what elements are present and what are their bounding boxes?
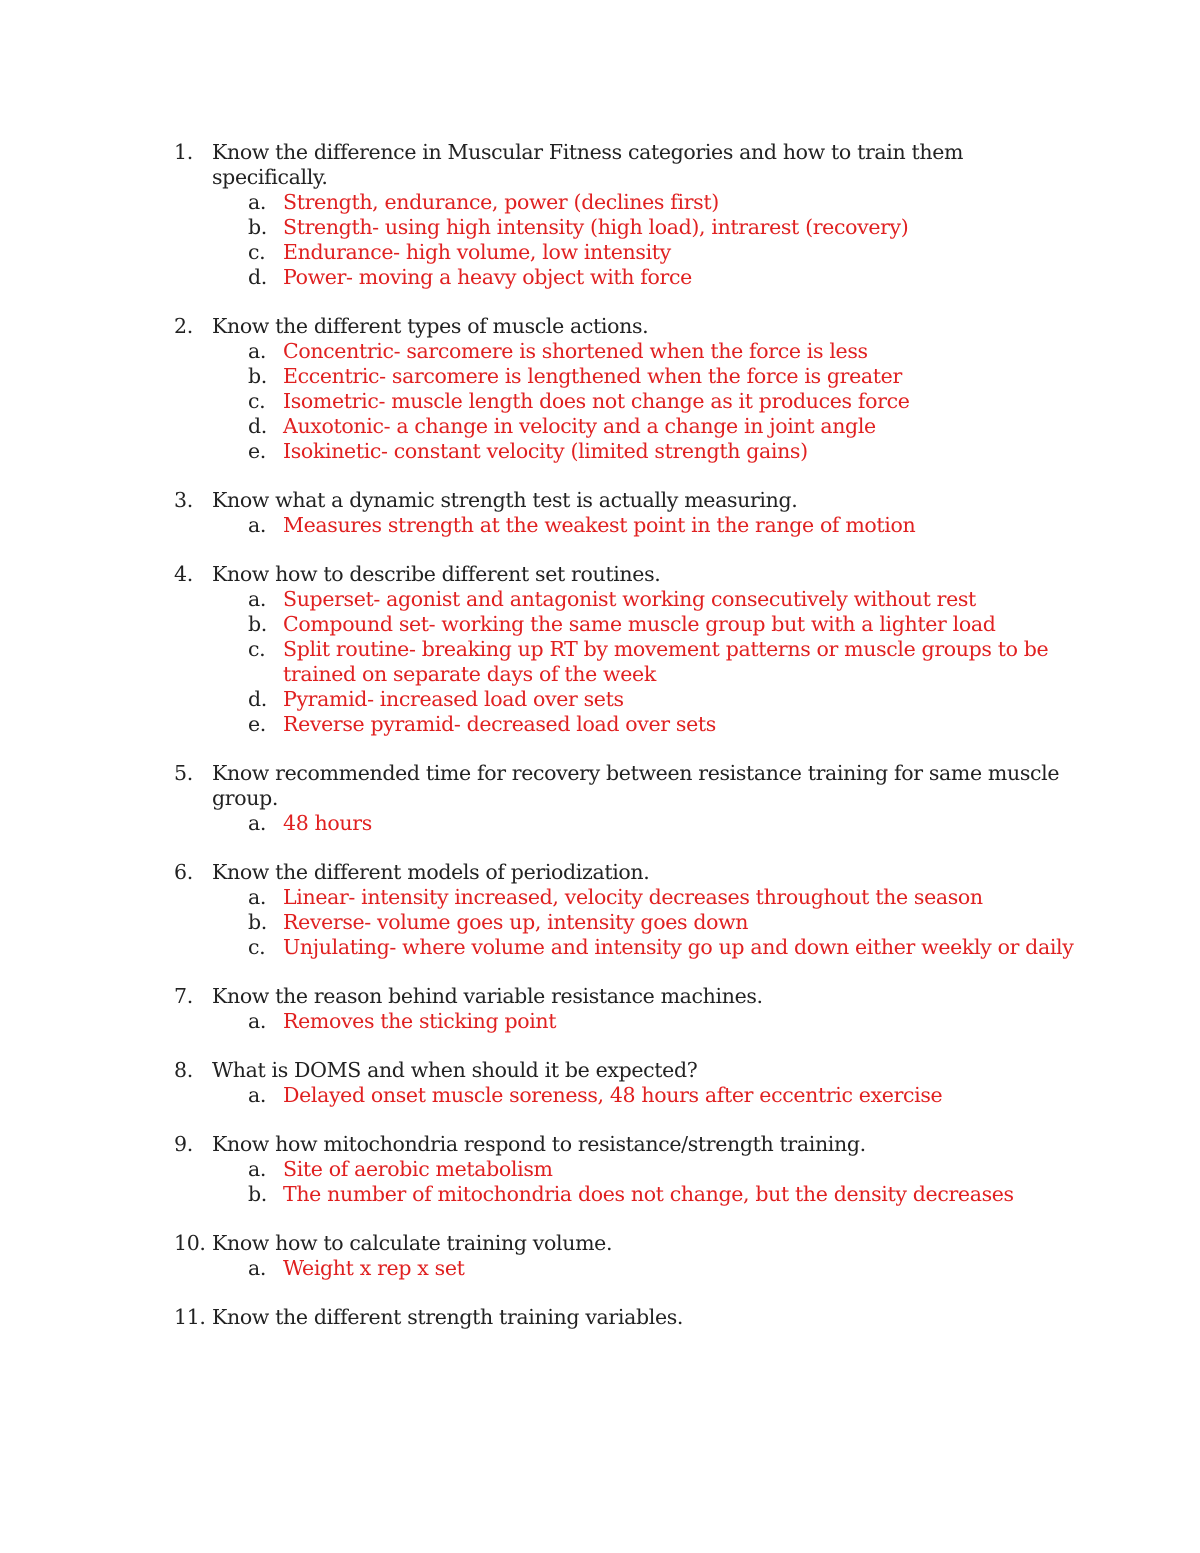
answer-text: Reverse- volume goes up, intensity goes down (283, 910, 749, 934)
answer-line (0, 1009, 1200, 1034)
answer-letter: b. (248, 215, 267, 239)
answer-text: Auxotonic- a change in velocity and a change in joint angle (283, 414, 876, 438)
answer-text: Endurance- high volume, low intensity (283, 240, 671, 264)
question-line (0, 1132, 1200, 1157)
answer-text: Split routine- breaking up RT by movement patterns or muscle groups to be trained on separate days of the week (283, 637, 1049, 686)
answer-text: Measures strength at the weakest point in the range of motion (283, 513, 916, 537)
answer-line (0, 1256, 1200, 1281)
question-number: 7. (174, 984, 193, 1008)
question-line (0, 1305, 1200, 1330)
answer-letter: b. (248, 1182, 267, 1206)
answer-text: Strength- using high intensity (high load), intrarest (recovery) (283, 215, 909, 239)
answer-text: Isometric- muscle length does not change as it produces force (283, 389, 910, 413)
answer-text: Isokinetic- constant velocity (limited strength gains) (283, 439, 808, 463)
answer-letter: d. (248, 414, 267, 438)
answer-text: Compound set- working the same muscle group but with a lighter load (283, 612, 996, 636)
answer-line (0, 190, 1200, 215)
question-line (0, 1058, 1200, 1083)
question-item (0, 860, 1200, 960)
question-item (0, 1231, 1200, 1281)
answer-text: The number of mitochondria does not change, but the density decreases (283, 1182, 1014, 1206)
question-item (0, 1305, 1200, 1330)
answer-line (0, 612, 1200, 637)
answer-line (0, 587, 1200, 612)
answer-line (0, 513, 1200, 538)
question-item (0, 1132, 1200, 1207)
answer-text: Site of aerobic metabolism (283, 1157, 553, 1181)
answer-line (0, 265, 1200, 290)
question-number: 1. (174, 140, 193, 164)
answer-text: Superset- agonist and antagonist working consecutively without rest (283, 587, 976, 611)
answer-line (0, 1083, 1200, 1108)
answer-line (0, 935, 1200, 960)
answer-line (0, 389, 1200, 414)
question-item (0, 1058, 1200, 1108)
question-line (0, 562, 1200, 587)
answer-letter: c. (248, 637, 266, 661)
answer-letter: b. (248, 910, 267, 934)
answer-text: Pyramid- increased load over sets (283, 687, 624, 711)
question-number: 10. (174, 1231, 206, 1255)
question-item (0, 488, 1200, 538)
answer-line (0, 240, 1200, 265)
question-text: Know recommended time for recovery between resistance training for same muscle group. (212, 761, 1060, 810)
answer-line (0, 414, 1200, 439)
question-item (0, 761, 1200, 836)
answer-list (0, 513, 1200, 538)
answer-line (0, 910, 1200, 935)
question-line (0, 1231, 1200, 1256)
answer-letter: b. (248, 364, 267, 388)
question-item (0, 314, 1200, 464)
question-text: Know the reason behind variable resistance machines. (212, 984, 763, 1008)
question-line (0, 488, 1200, 513)
answer-text: Removes the sticking point (283, 1009, 557, 1033)
answer-letter: d. (248, 265, 267, 289)
answer-list (0, 885, 1200, 960)
question-text: Know the different models of periodization. (212, 860, 650, 884)
question-number: 3. (174, 488, 193, 512)
answer-letter: c. (248, 240, 266, 264)
question-text: Know how to describe different set routines. (212, 562, 661, 586)
question-number: 8. (174, 1058, 193, 1082)
question-item (0, 140, 1200, 290)
answer-text: Reverse pyramid- decreased load over sets (283, 712, 716, 736)
question-line (0, 140, 1200, 190)
answer-letter: e. (248, 712, 266, 736)
question-text: Know what a dynamic strength test is actually measuring. (212, 488, 798, 512)
answer-line (0, 687, 1200, 712)
answer-letter: a. (248, 339, 267, 363)
answer-letter: a. (248, 1157, 267, 1181)
answer-list (0, 190, 1200, 290)
answer-line (0, 1182, 1200, 1207)
answer-letter: d. (248, 687, 267, 711)
answer-text: Unjulating- where volume and intensity go up and down either weekly or daily (283, 935, 1074, 959)
answer-text: Concentric- sarcomere is shortened when the force is less (283, 339, 868, 363)
question-text: Know how mitochondria respond to resistance/strength training. (212, 1132, 866, 1156)
answer-letter: c. (248, 389, 266, 413)
question-line (0, 314, 1200, 339)
answer-list (0, 1256, 1200, 1281)
answer-letter: a. (248, 885, 267, 909)
question-item (0, 984, 1200, 1034)
answer-text: Weight x rep x set (283, 1256, 465, 1280)
question-item (0, 562, 1200, 737)
question-text: Know the different strength training variables. (212, 1305, 684, 1329)
answer-letter: a. (248, 190, 267, 214)
answer-text: Delayed onset muscle soreness, 48 hours after eccentric exercise (283, 1083, 943, 1107)
question-line (0, 761, 1200, 811)
answer-text: Linear- intensity increased, velocity decreases throughout the season (283, 885, 983, 909)
answer-line (0, 885, 1200, 910)
question-number: 9. (174, 1132, 193, 1156)
question-text: Know the difference in Muscular Fitness categories and how to train them specifically. (212, 140, 964, 189)
study-guide-list (0, 140, 1200, 1354)
answer-line (0, 364, 1200, 389)
answer-letter: a. (248, 1009, 267, 1033)
answer-list (0, 339, 1200, 464)
question-number: 11. (174, 1305, 206, 1329)
answer-letter: a. (248, 513, 267, 537)
answer-line (0, 637, 1200, 687)
answer-letter: a. (248, 587, 267, 611)
answer-line (0, 215, 1200, 240)
question-line (0, 984, 1200, 1009)
answer-line (0, 439, 1200, 464)
question-text: Know the different types of muscle actions. (212, 314, 649, 338)
answer-text: Power- moving a heavy object with force (283, 265, 692, 289)
answer-letter: b. (248, 612, 267, 636)
answer-line (0, 712, 1200, 737)
question-text: What is DOMS and when should it be expected? (212, 1058, 698, 1082)
answer-text: 48 hours (283, 811, 372, 835)
question-number: 2. (174, 314, 193, 338)
answer-letter: c. (248, 935, 266, 959)
answer-line (0, 339, 1200, 364)
answer-text: Strength, endurance, power (declines first) (283, 190, 719, 214)
answer-list (0, 1083, 1200, 1108)
question-number: 6. (174, 860, 193, 884)
question-number: 5. (174, 761, 193, 785)
answer-text: Eccentric- sarcomere is lengthened when the force is greater (283, 364, 902, 388)
answer-list (0, 811, 1200, 836)
answer-list (0, 1157, 1200, 1207)
answer-letter: e. (248, 439, 266, 463)
answer-letter: a. (248, 811, 267, 835)
answer-line (0, 811, 1200, 836)
answer-line (0, 1157, 1200, 1182)
answer-letter: a. (248, 1256, 267, 1280)
question-number: 4. (174, 562, 193, 586)
answer-letter: a. (248, 1083, 267, 1107)
question-text: Know how to calculate training volume. (212, 1231, 613, 1255)
question-line (0, 860, 1200, 885)
answer-list (0, 1009, 1200, 1034)
answer-list (0, 587, 1200, 737)
